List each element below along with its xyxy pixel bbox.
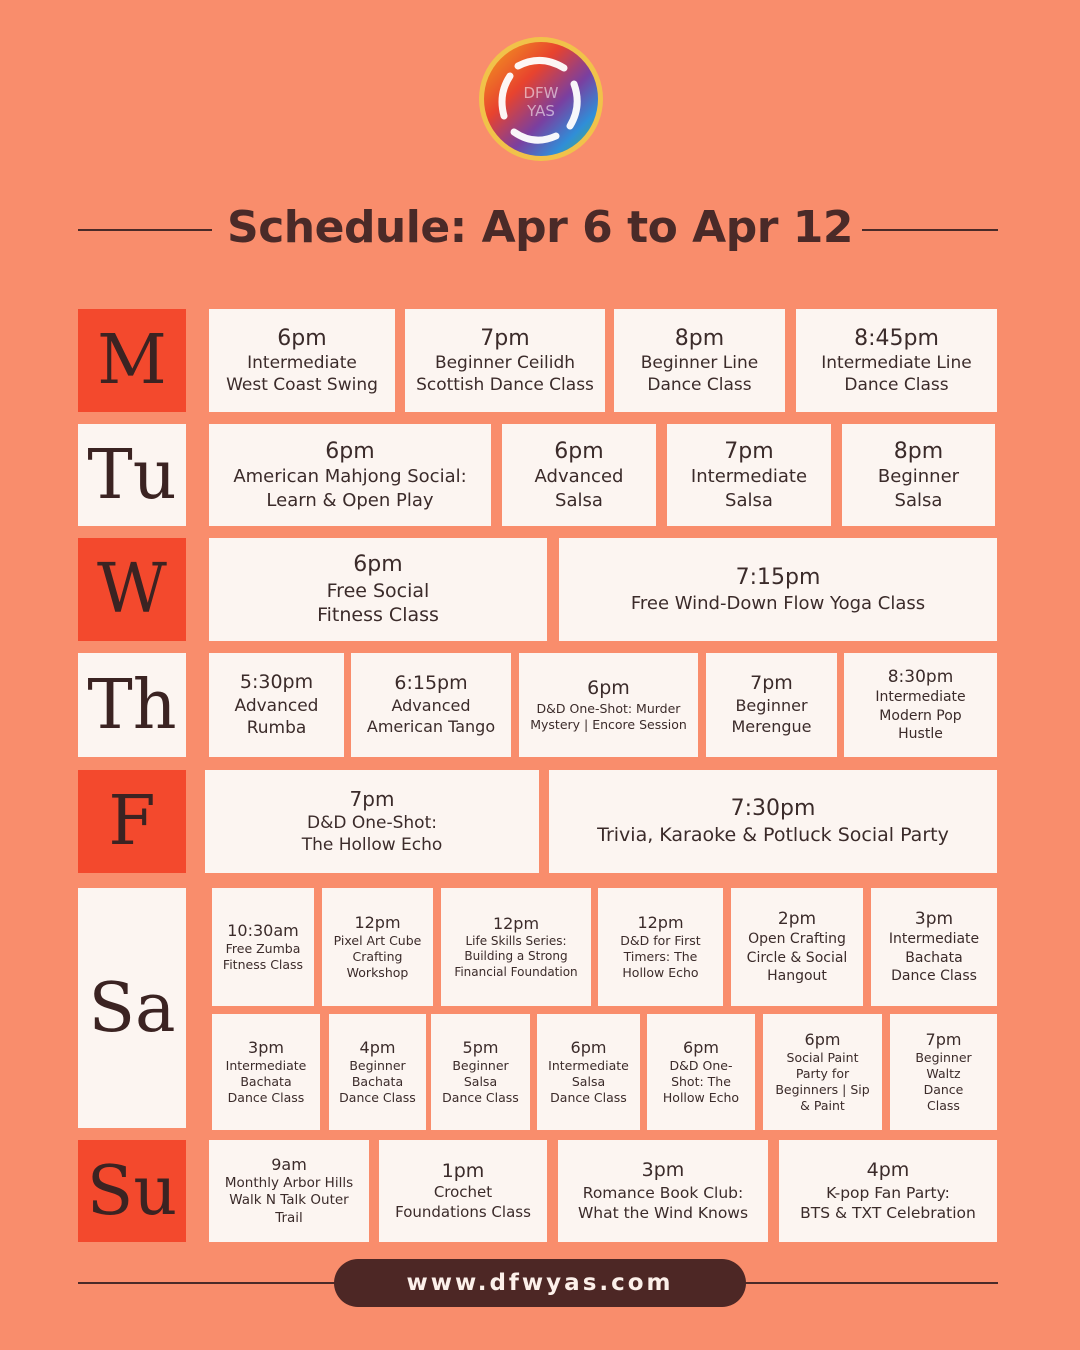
event-time: 8pm (674, 325, 725, 351)
event-title: Intermediate Salsa (690, 466, 808, 511)
logo-text-bottom: YAS (527, 102, 555, 120)
event-card[interactable] (379, 1140, 547, 1242)
event-time: 12pm (492, 913, 540, 933)
event-title: Advanced American Tango (366, 696, 496, 736)
event-time: 6pm (277, 325, 327, 351)
event-card[interactable] (549, 770, 997, 873)
event-card[interactable] (779, 1140, 997, 1242)
event-time: 7pm (750, 672, 793, 695)
event-title: Intermediate Bachata Dance Class (225, 1057, 307, 1106)
event-card[interactable] (537, 1014, 640, 1130)
event-card[interactable] (212, 888, 314, 1006)
event-card[interactable] (598, 888, 723, 1006)
event-time: 6:15pm (394, 672, 468, 695)
event-time: 3pm (248, 1037, 284, 1057)
event-title: Free Zumba Fitness Class (222, 940, 304, 972)
event-time: 8:45pm (854, 325, 939, 351)
footer-left-rule (78, 1282, 336, 1284)
event-time: 4pm (359, 1037, 396, 1057)
event-title: Beginner Merengue (731, 696, 812, 736)
event-card[interactable] (519, 653, 698, 757)
event-card[interactable] (502, 424, 656, 526)
event-card[interactable] (559, 538, 997, 641)
event-time: 9am (271, 1154, 307, 1174)
event-title: Romance Book Club: What the Wind Knows (577, 1183, 749, 1222)
event-title: Beginner Bachata Dance Class (339, 1057, 416, 1106)
event-time: 8pm (893, 438, 944, 464)
day-label-tuesday: Tu (78, 424, 186, 526)
event-title: D&D One-Shot: Murder Mystery | Encore Session (530, 700, 687, 732)
event-time: 6pm (683, 1037, 719, 1057)
event-title: D&D One- Shot: The Hollow Echo (662, 1057, 740, 1106)
event-time: 3pm (641, 1158, 685, 1181)
event-time: 7pm (724, 438, 774, 464)
title-right-rule (862, 229, 998, 231)
event-title: Beginner Line Dance Class (640, 353, 759, 396)
event-title: Trivia, Karaoke & Potluck Social Party (597, 823, 949, 846)
event-title: Beginner Ceilidh Scottish Dance Class (416, 353, 594, 396)
event-card[interactable] (731, 888, 863, 1006)
event-time: 2pm (777, 909, 817, 930)
event-time: 6pm (570, 1037, 607, 1057)
event-title: Life Skills Series: Building a Strong Financial Foundation (454, 933, 578, 979)
event-card[interactable] (322, 888, 433, 1006)
event-title: Social Paint Party for Beginners | Sip & Paint (775, 1049, 870, 1114)
event-card[interactable] (844, 653, 997, 757)
event-title: D&D for First Timers: The Hollow Echo (620, 932, 701, 981)
event-title: Free Social Fitness Class (317, 579, 439, 627)
event-card[interactable] (667, 424, 831, 526)
day-label-sunday: Su (78, 1140, 186, 1242)
event-card[interactable] (441, 888, 591, 1006)
event-time: 7:30pm (730, 796, 816, 822)
event-title: Beginner Waltz Dance Class (915, 1049, 972, 1114)
event-title: Crochet Foundations Class (395, 1183, 531, 1221)
day-label-friday: F (78, 770, 186, 873)
event-card[interactable] (431, 1014, 530, 1130)
event-title: Intermediate Bachata Dance Class (888, 931, 980, 984)
event-card[interactable] (209, 653, 344, 757)
event-card[interactable] (890, 1014, 997, 1130)
event-title: Intermediate West Coast Swing (226, 353, 378, 396)
event-title: Intermediate Salsa Dance Class (548, 1057, 629, 1106)
event-title: Beginner Salsa (877, 466, 960, 511)
event-card[interactable] (706, 653, 837, 757)
event-time: 4pm (866, 1158, 910, 1181)
event-card[interactable] (205, 770, 539, 873)
event-title: Free Wind-Down Flow Yoga Class (630, 592, 926, 614)
event-time: 6pm (325, 438, 375, 464)
event-time: 7pm (480, 325, 530, 351)
event-title: Advanced Salsa (534, 466, 624, 511)
event-time: 10:30am (227, 920, 299, 940)
event-card[interactable] (647, 1014, 755, 1130)
event-card[interactable] (558, 1140, 768, 1242)
event-card[interactable] (329, 1014, 426, 1130)
event-time: 6pm (804, 1029, 841, 1049)
event-title: D&D One-Shot: The Hollow Echo (301, 812, 443, 855)
event-card[interactable] (796, 309, 997, 412)
event-card[interactable] (209, 538, 547, 641)
day-label-monday: M (78, 309, 186, 412)
event-time: 8:30pm (887, 667, 954, 688)
event-time: 6pm (554, 438, 604, 464)
day-label-thursday: Th (78, 653, 186, 757)
event-time: 5:30pm (239, 671, 314, 694)
event-title: Pixel Art Cube Crafting Workshop (333, 932, 422, 981)
event-time: 3pm (914, 909, 954, 930)
event-time: 7pm (925, 1029, 962, 1049)
event-time: 12pm (637, 912, 684, 932)
event-card[interactable] (209, 309, 395, 412)
event-card[interactable] (614, 309, 785, 412)
event-title: Intermediate Line Dance Class (821, 353, 972, 396)
event-time: 1pm (441, 1159, 485, 1182)
event-card[interactable] (763, 1014, 882, 1130)
event-card[interactable] (842, 424, 995, 526)
event-title: Beginner Salsa Dance Class (442, 1057, 519, 1106)
title-left-rule (78, 229, 212, 231)
website-link[interactable]: www.dfwyas.com (334, 1259, 746, 1307)
event-title: American Mahjong Social: Learn & Open Play (233, 466, 467, 511)
footer-right-rule (744, 1282, 998, 1284)
event-title: Monthly Arbor Hills Walk N Talk Outer Trail (224, 1174, 354, 1226)
event-time: 7:15pm (735, 565, 821, 591)
event-card[interactable] (209, 424, 491, 526)
dfwyas-logo (478, 36, 604, 162)
event-card[interactable] (871, 888, 997, 1006)
event-card[interactable] (405, 309, 605, 412)
event-card[interactable] (351, 653, 511, 757)
event-title: Open Crafting Circle & Social Hangout (746, 931, 848, 984)
day-label-wednesday: W (78, 538, 186, 641)
day-label-saturday: Sa (78, 888, 186, 1128)
logo-text-top: DFW (523, 84, 559, 102)
event-title: Advanced Rumba (234, 695, 319, 738)
event-title: Intermediate Modern Pop Hustle (875, 689, 966, 742)
event-time: 12pm (354, 912, 401, 932)
event-title: K-pop Fan Party: BTS & TXT Celebration (800, 1183, 976, 1222)
event-time: 6pm (353, 552, 403, 578)
event-card[interactable] (209, 1140, 369, 1242)
event-time: 5pm (462, 1037, 499, 1057)
event-time: 7pm (349, 786, 395, 811)
event-time: 6pm (587, 676, 630, 699)
event-card[interactable] (212, 1014, 320, 1130)
page-title: Schedule: Apr 6 to Apr 12 (227, 202, 853, 253)
